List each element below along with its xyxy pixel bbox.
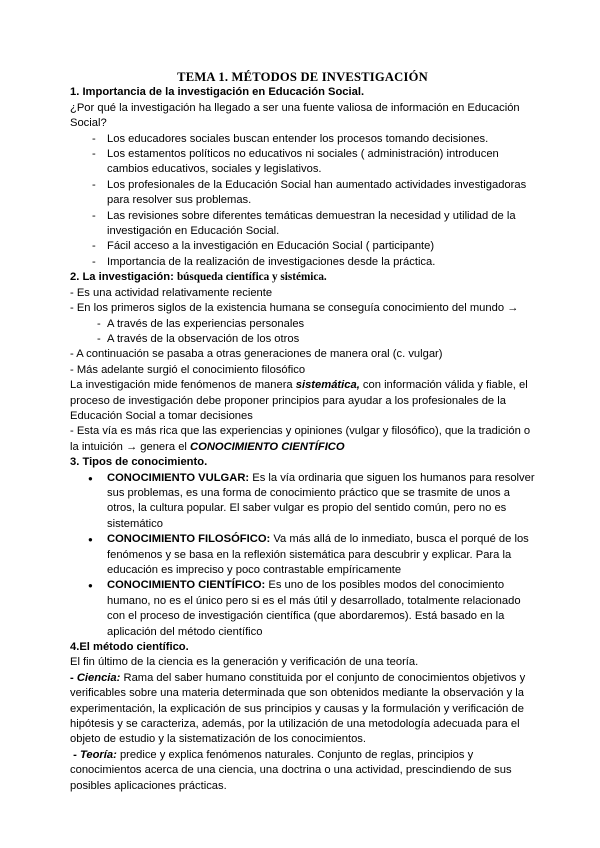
list-item: - Fácil acceso a la investigación en Educación Social ( participante) <box>70 239 535 254</box>
list-item: - Las revisiones sobre diferentes temáticas demuestran la necesidad y utilidad de la investigación en Educación Social. <box>70 209 535 240</box>
bullet-text: Es uno de los posibles modos del conocimiento humano, no es el único pero si es el más útil y desarrollado, totalmente relacionado con el proceso de investigación científica (que abordaremos). Está basado en la aplicación del método científico <box>107 579 521 638</box>
definition-label: Teoría: <box>79 748 117 761</box>
bullet-text: Es la vía ordinaria que siguen los humanos para resolver sus problemas, es una forma de conocimiento práctico que se trasmite de unos a otros, la cultura popular. El saber vulgar es propio del sentido común, pero no es sistemático <box>107 471 535 530</box>
sub-list-item: - A través de la observación de los otros <box>70 332 535 347</box>
text-run: - Esta vía es más rica que las experiencias y opiniones (vulgar y filosófico), que la tradición o la intuición → genera el <box>70 425 531 453</box>
definition-ciencia <box>70 671 535 748</box>
section-3-heading: 3. Tipos de conocimiento. <box>70 456 208 469</box>
text-run: La investigación mide fenómenos de manera <box>70 379 296 392</box>
text-run: - <box>70 748 80 761</box>
section-2-paragraph <box>70 424 535 455</box>
section-1-heading: 1. Importancia de la investigación en Educación Social. <box>70 86 365 99</box>
section-2-heading <box>70 270 535 285</box>
section-2-paragraph <box>70 378 535 424</box>
definition-text: Rama del saber humano constituida por el conjunto de conocimientos objetivos y verificables sobre una materia determinada que son obtenidos mediante la observación y la experimentación, la explicación de sus principios y causas y la formulación y verificación de hipótesis y se caracteriza, además, por la utilización de una metodología adecuada para el objeto de estudio y la sistematización de los conocimientos. <box>70 671 526 746</box>
section-4-heading: 4.El método científico. <box>70 641 189 654</box>
definition-teoria <box>70 748 535 794</box>
sub-list-item: - A través de las experiencias personales <box>70 317 535 332</box>
emphasis: CONOCIMIENTO CIENTÍFICO <box>190 440 345 453</box>
bullet-item <box>70 471 535 533</box>
bullet-item <box>70 532 535 578</box>
bullet-item <box>70 578 535 640</box>
list-item: - Los educadores sociales buscan entender los procesos tomando decisiones. <box>70 132 535 147</box>
list-item: - Los estamentos políticos no educativos ni sociales ( administración) introducen cambios educativos, sociales y legislativos. <box>70 147 535 178</box>
section-2-line: - En los primeros siglos de la existencia humana se conseguía conocimiento del mundo → <box>70 302 519 315</box>
bullet-text: Va más allá de lo inmediato, busca el porqué de los fenómenos y se basa en la reflexión sistemática para descubrir y explicar. Para la educación es impreciso y poco contrastable empíricamente <box>107 533 529 576</box>
section-2-line: - A continuación se pasaba a otras generaciones de manera oral (c. vulgar) <box>70 348 443 361</box>
definition-label: Ciencia: <box>76 671 121 684</box>
section-2-heading-b: búsqueda científica y sistémica. <box>176 271 327 284</box>
list-item: - Los profesionales de la Educación Social han aumentado actividades investigadoras para resolver sus problemas. <box>70 178 535 209</box>
section-2-line: - Más adelante surgió el conocimiento filosófico <box>70 363 306 376</box>
bullet-label: CONOCIMIENTO FILOSÓFICO: <box>107 533 271 546</box>
bullet-label: CONOCIMIENTO VULGAR: <box>107 471 250 484</box>
definition-text: predice y explica fenómenos naturales. Conjunto de reglas, principios y conocimientos acerca de una ciencia, una doctrina o una actividad, prescindiendo de sus posibles aplicaciones prácticas. <box>70 748 512 792</box>
document-page <box>70 70 535 794</box>
list-item: - Importancia de la realización de investigaciones desde la práctica. <box>70 255 535 270</box>
section-2-line: - Es una actividad relativamente reciente <box>70 286 273 299</box>
text-run: - <box>70 671 77 684</box>
document-title: TEMA 1. MÉTODOS DE INVESTIGACIÓN <box>177 70 428 84</box>
section-2-heading-a: 2. La investigación: <box>70 271 177 284</box>
text-run: con información válida y fiable, el proceso de investigación debe proponer principios para ayudar a los profesionales de la Educación Social a tomar decisiones <box>70 379 528 422</box>
section-1-question: ¿Por qué la investigación ha llegado a ser una fuente valiosa de información en Educación Social? <box>70 101 520 130</box>
bullet-label: CONOCIMIENTO CIENTÍFICO: <box>107 579 266 592</box>
emphasis: sistemática, <box>295 379 360 392</box>
section-4-intro: El fin último de la ciencia es la generación y verificación de una teoría. <box>70 656 419 669</box>
